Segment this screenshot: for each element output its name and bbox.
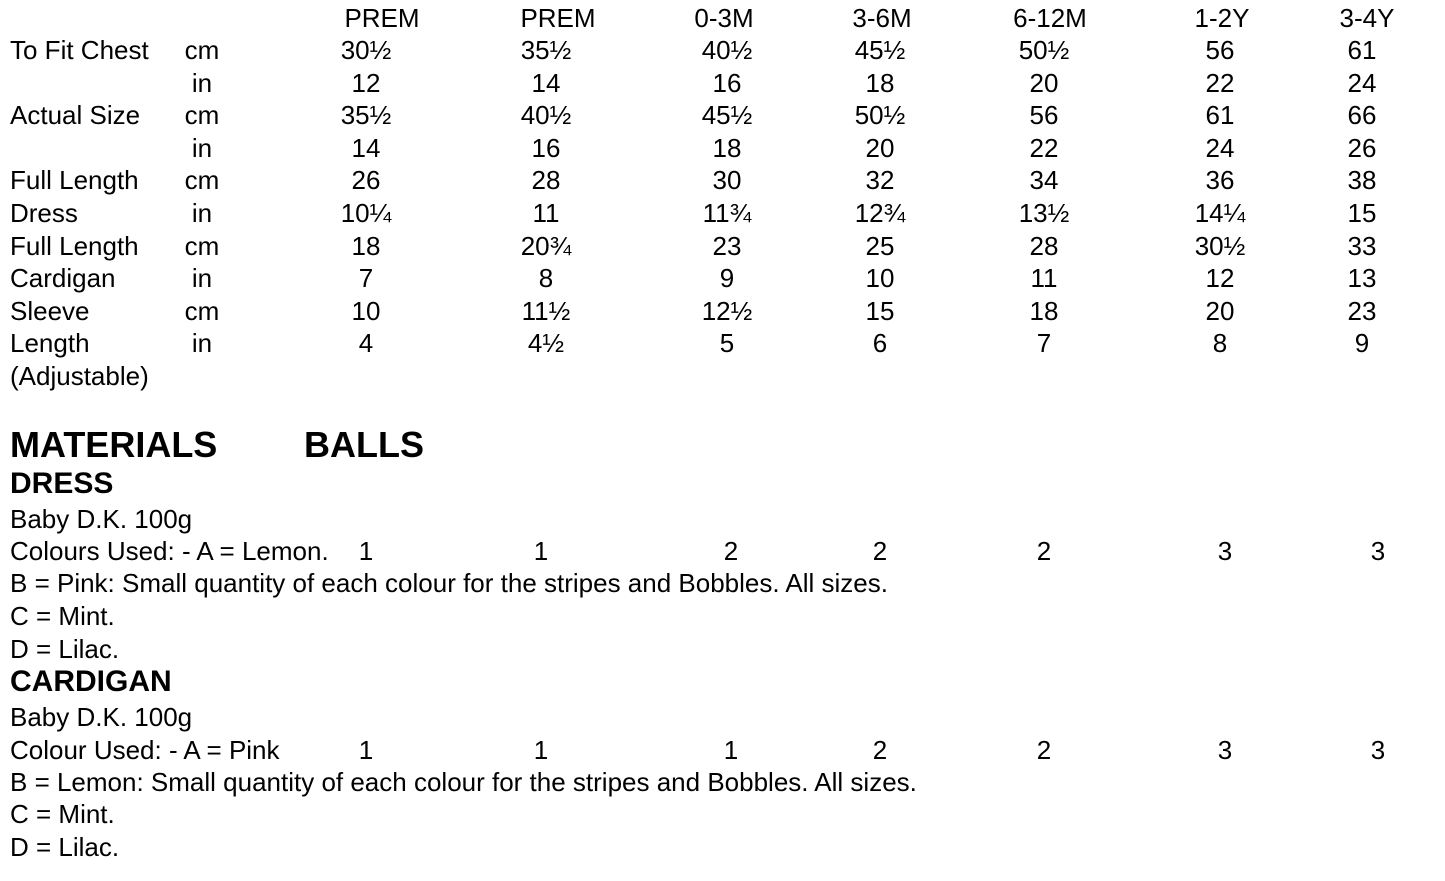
measurement-cell: 61 xyxy=(1347,35,1377,65)
dress-yarn: Baby D.K. 100g xyxy=(10,504,193,534)
dress-heading: DRESS xyxy=(10,467,114,500)
measurement-cell: 35½ xyxy=(340,100,392,130)
measurement-cell: 16 xyxy=(531,133,561,163)
row-label: (Adjustable) xyxy=(10,361,149,391)
measurement-cell: 22 xyxy=(1205,68,1235,98)
measurement-cell: 14¼ xyxy=(1194,198,1246,228)
measurement-cell: 11½ xyxy=(521,296,571,326)
measurement-cell: 28 xyxy=(531,165,561,195)
size-col-3: 0-3M xyxy=(694,3,754,33)
measurement-cell: 14 xyxy=(531,68,561,98)
measurement-cell: 16 xyxy=(712,68,742,98)
measurement-cell: 18 xyxy=(712,133,742,163)
measurement-cell: 20 xyxy=(865,133,895,163)
cardigan-note: D = Lilac. xyxy=(10,832,120,862)
measurement-cell: 30 xyxy=(712,165,742,195)
row-label: Cardigan xyxy=(10,263,116,293)
balls-heading: BALLS xyxy=(304,424,424,465)
measurement-cell: 8 xyxy=(1212,328,1228,358)
measurement-cell: 6 xyxy=(872,328,888,358)
measurement-cell: 26 xyxy=(351,165,381,195)
cardigan-note: B = Lemon: Small quantity of each colour for the stripes and Bobbles. All sizes. xyxy=(10,767,917,797)
measurement-cell: 24 xyxy=(1205,133,1235,163)
balls-cell: 2 xyxy=(1036,536,1052,566)
row-unit: cm xyxy=(184,231,220,261)
row-unit: in xyxy=(191,328,213,358)
size-col-4: 3-6M xyxy=(852,3,912,33)
row-unit: cm xyxy=(184,35,220,65)
row-label: Length xyxy=(10,328,90,358)
dress-note: B = Pink: Small quantity of each colour for the stripes and Bobbles. All sizes. xyxy=(10,568,888,598)
size-col-2: PREM xyxy=(520,3,596,33)
cardigan-note: C = Mint. xyxy=(10,799,115,829)
measurement-cell: 20 xyxy=(1029,68,1059,98)
measurement-cell: 40½ xyxy=(701,35,753,65)
measurement-cell: 14 xyxy=(351,133,381,163)
measurement-cell: 12 xyxy=(1205,263,1235,293)
measurement-cell: 22 xyxy=(1029,133,1059,163)
row-label: Actual Size xyxy=(10,100,141,130)
balls-cell: 3 xyxy=(1217,536,1233,566)
measurement-cell: 24 xyxy=(1347,68,1377,98)
measurement-cell: 18 xyxy=(1029,296,1059,326)
cardigan-heading: CARDIGAN xyxy=(10,665,172,698)
balls-cell: 1 xyxy=(358,536,374,566)
dress-note: C = Mint. xyxy=(10,601,115,631)
measurement-cell: 11¾ xyxy=(702,198,752,228)
cardigan-colours-label: Colour Used: - A = Pink xyxy=(10,735,280,765)
row-unit: in xyxy=(191,263,213,293)
balls-cell: 3 xyxy=(1370,536,1386,566)
measurement-cell: 25 xyxy=(865,231,895,261)
measurement-cell: 8 xyxy=(538,263,554,293)
measurement-cell: 36 xyxy=(1205,165,1235,195)
measurement-cell: 4½ xyxy=(527,328,565,358)
measurement-cell: 20 xyxy=(1205,296,1235,326)
row-label: Full Length xyxy=(10,165,139,195)
measurement-cell: 56 xyxy=(1029,100,1059,130)
measurement-cell: 23 xyxy=(712,231,742,261)
measurement-cell: 66 xyxy=(1347,100,1377,130)
measurement-cell: 15 xyxy=(865,296,895,326)
size-col-1: PREM xyxy=(344,3,420,33)
measurement-cell: 34 xyxy=(1029,165,1059,195)
row-label: Dress xyxy=(10,198,78,228)
balls-cell: 3 xyxy=(1370,735,1386,765)
balls-cell: 2 xyxy=(872,735,888,765)
measurement-cell: 61 xyxy=(1205,100,1235,130)
row-unit: cm xyxy=(184,165,220,195)
measurement-cell: 4 xyxy=(358,328,374,358)
measurement-cell: 50½ xyxy=(1018,35,1070,65)
measurement-cell: 11 xyxy=(1030,263,1058,293)
measurement-cell: 9 xyxy=(719,263,735,293)
size-col-5: 6-12M xyxy=(1013,3,1087,33)
measurement-cell: 10 xyxy=(351,296,381,326)
balls-cell: 1 xyxy=(358,735,374,765)
measurement-cell: 20¾ xyxy=(520,231,572,261)
balls-cell: 1 xyxy=(723,735,739,765)
measurement-cell: 35½ xyxy=(520,35,572,65)
measurement-cell: 45½ xyxy=(701,100,753,130)
balls-cell: 2 xyxy=(723,536,739,566)
measurement-cell: 12 xyxy=(351,68,381,98)
measurement-cell: 38 xyxy=(1347,165,1377,195)
row-label: To Fit Chest xyxy=(10,35,149,65)
measurement-cell: 10¼ xyxy=(340,198,392,228)
balls-cell: 1 xyxy=(533,536,549,566)
row-unit: cm xyxy=(184,296,220,326)
balls-cell: 2 xyxy=(872,536,888,566)
row-label: Sleeve xyxy=(10,296,90,326)
measurement-cell: 28 xyxy=(1029,231,1059,261)
measurement-cell: 18 xyxy=(865,68,895,98)
dress-note: D = Lilac. xyxy=(10,634,120,664)
measurement-cell: 50½ xyxy=(854,100,906,130)
measurement-cell: 7 xyxy=(358,263,374,293)
measurement-cell: 56 xyxy=(1205,35,1235,65)
measurement-cell: 30½ xyxy=(1194,231,1246,261)
measurement-cell: 15 xyxy=(1347,198,1377,228)
row-unit: in xyxy=(191,133,213,163)
measurement-cell: 26 xyxy=(1347,133,1377,163)
measurement-cell: 45½ xyxy=(854,35,906,65)
balls-cell: 1 xyxy=(533,735,549,765)
size-col-6: 1-2Y xyxy=(1194,3,1250,33)
balls-cell: 3 xyxy=(1217,735,1233,765)
measurement-cell: 32 xyxy=(865,165,895,195)
measurement-cell: 13½ xyxy=(1018,198,1070,228)
measurement-cell: 12¾ xyxy=(854,198,906,228)
size-col-7: 3-4Y xyxy=(1339,3,1395,33)
row-unit: in xyxy=(191,198,213,228)
balls-cell: 2 xyxy=(1036,735,1052,765)
measurement-cell: 9 xyxy=(1354,328,1370,358)
row-unit: in xyxy=(191,68,213,98)
cardigan-yarn: Baby D.K. 100g xyxy=(10,702,193,732)
measurement-cell: 33 xyxy=(1347,231,1377,261)
materials-heading: MATERIALS xyxy=(10,424,218,465)
row-label: Full Length xyxy=(10,231,139,261)
measurement-cell: 10 xyxy=(865,263,895,293)
measurement-cell: 13 xyxy=(1347,263,1377,293)
dress-colours-label: Colours Used: - A = Lemon. xyxy=(10,536,329,566)
measurement-cell: 12½ xyxy=(701,296,753,326)
measurement-cell: 18 xyxy=(351,231,381,261)
measurement-cell: 7 xyxy=(1036,328,1052,358)
measurement-cell: 11 xyxy=(532,198,560,228)
measurement-cell: 30½ xyxy=(340,35,392,65)
measurement-cell: 5 xyxy=(719,328,735,358)
measurement-cell: 40½ xyxy=(520,100,572,130)
row-unit: cm xyxy=(184,100,220,130)
measurement-cell: 23 xyxy=(1347,296,1377,326)
